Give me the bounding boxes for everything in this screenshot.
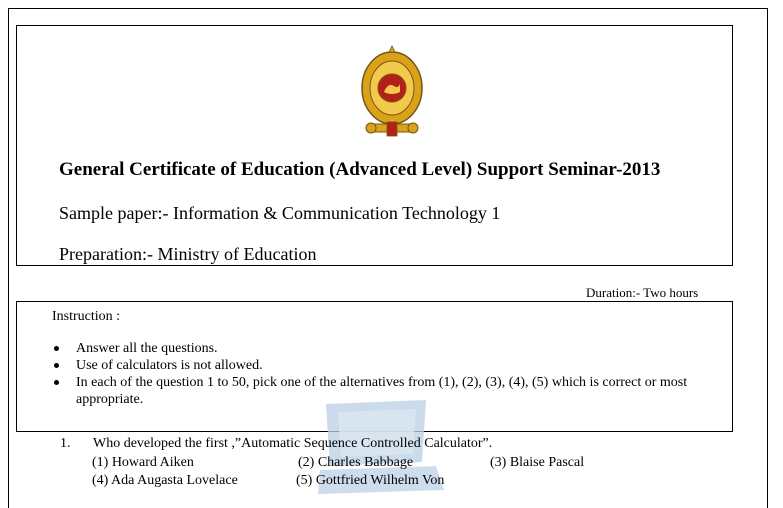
- sri-lanka-emblem-icon: [357, 44, 427, 140]
- instruction-item: Answer all the questions.: [52, 340, 722, 357]
- exam-title: General Certificate of Education (Advanced Level) Support Seminar-2013: [59, 159, 661, 180]
- instruction-item: Use of calculators is not allowed.: [52, 357, 722, 374]
- instruction-heading: Instruction :: [52, 309, 121, 324]
- instruction-item: In each of the question 1 to 50, pick one of the alternatives from (1), (2), (3), (4), (5) which is correct or most appropriate.: [52, 374, 722, 408]
- header-box: [16, 25, 733, 266]
- sample-paper-subject: Sample paper:- Information & Communication Technology 1: [59, 203, 501, 223]
- answer-option-5: (5) Gottfried Wilhelm Von: [296, 473, 445, 488]
- preparation-line: Preparation:- Ministry of Education: [59, 244, 317, 264]
- answer-option-4: (4) Ada Augasta Lovelace: [92, 473, 238, 488]
- answer-option-1: (1) Howard Aiken: [92, 455, 194, 470]
- answer-option-3: (3) Blaise Pascal: [490, 455, 585, 470]
- answer-option-2: (2) Charles Babbage: [298, 455, 414, 470]
- question-text: Who developed the first ,”Automatic Sequence Controlled Calculator”.: [93, 436, 493, 451]
- duration-label: Duration:- Two hours: [586, 285, 699, 300]
- question-number: 1.: [60, 436, 71, 451]
